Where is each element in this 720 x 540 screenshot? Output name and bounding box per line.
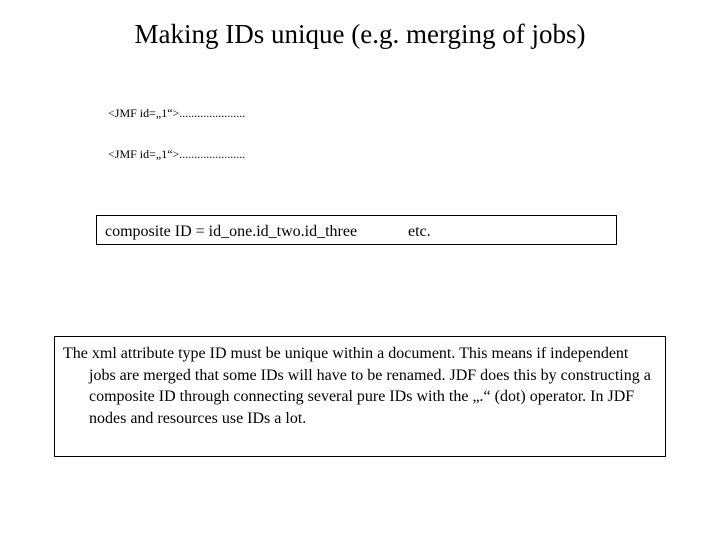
description-box xyxy=(54,336,666,457)
jmf-code-line-1: <JMF id=„1“>...................... xyxy=(108,106,246,120)
composite-id-formula: composite ID = id_one.id_two.id_three xyxy=(105,223,358,240)
description-text: The xml attribute type ID must be unique within a document. This means if independent jobs are merged that some IDs will have to be renamed. JDF does this by constructing a composite ID through connecting several pure IDs with the „.“ (dot) operator. In JDF nodes and resources use IDs a lot. xyxy=(63,345,651,427)
composite-id-etc: etc. xyxy=(408,223,431,240)
jmf-code-line-2: <JMF id=„1“>...................... xyxy=(108,147,246,161)
slide-title: Making IDs unique (e.g. merging of jobs) xyxy=(134,19,586,49)
composite-id-box xyxy=(96,215,617,245)
